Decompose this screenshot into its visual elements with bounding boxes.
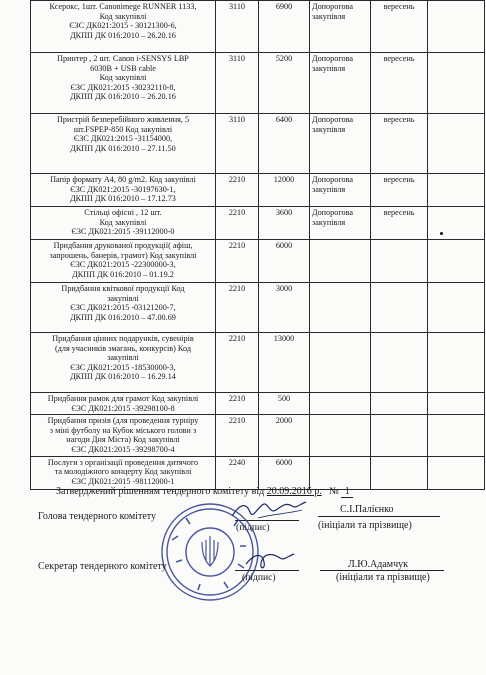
table-row [31,333,485,393]
item-name-line: ДКПП ДК 016:2010 – 17.12.73 [70,194,176,204]
procedure-cell [310,393,371,415]
notes-cell [428,207,485,240]
item-name-line: ЄЗС ДК021:2015 -22300000-3, [70,260,176,270]
item-name-line: 6030B + USB cable [90,63,156,73]
secretary-name: Л.Ю.Адамчук [348,559,409,570]
notes-cell [428,333,485,393]
approval-date: 20.09.2016 р. [266,486,322,497]
item-name-line: закупівлі [107,353,139,363]
notes-cell [428,1,485,53]
item-name-line: ДКПП ДК 016:2010 – 26.20.16 [70,30,176,40]
item-name-line: ЄЗС ДК021:2015 -39298100-8 [71,403,175,413]
notes-cell [428,114,485,174]
table-row [31,174,485,207]
procedure-cell: Допорогова закупівля [310,174,371,207]
approval-number-prefix: № [329,486,339,497]
procurement-table [30,0,485,490]
item-name-line: ЄЗС ДК021:2015 -39112000-0 [71,227,175,237]
table-row [31,1,485,53]
item-name-cell [31,333,216,393]
procedure-cell: Допорогова закупівля [310,207,371,240]
sum-cell: 3600 [259,207,310,240]
item-name-cell [31,1,216,53]
kekv-cell: 2210 [216,393,259,415]
kekv-cell: 3110 [216,53,259,114]
notes-cell [428,456,485,489]
procedure-cell: Допорогова закупівля [310,1,371,53]
date-cell: вересень [371,1,428,53]
item-name-line: закупівлі [107,293,139,303]
item-name-cell [31,393,216,415]
approval-line [56,486,353,498]
kekv-cell: 2210 [216,333,259,393]
date-cell [371,415,428,456]
item-name-line: шт.FSPEP-850 Код закупівлі [73,124,173,134]
item-name-line: Придбання рамок для грамот Код закупівлі [47,394,199,403]
kekv-cell: 2210 [216,415,259,456]
item-name-line: Принтер , 2 шт. Canon i-SENSYS LBP [57,54,189,63]
sum-cell: 13000 [259,333,310,393]
item-name-line: Придбання квіткової продукції Код [61,284,185,293]
procurement-table-body [31,1,485,490]
item-name-line: ДКПП ДК 016:2010 – 27.11.50 [70,143,176,153]
kekv-cell: 2210 [216,207,259,240]
date-cell [371,283,428,333]
scan-speck [440,232,443,235]
sum-cell: 12000 [259,174,310,207]
chairman-name-line [318,516,440,517]
sum-cell: 5200 [259,53,310,114]
item-name-line: ЄЗС ДК021:2015 - 30121300-6, [69,21,177,31]
sum-cell: 6900 [259,1,310,53]
item-name-line: ДКПП ДК 016:2010 – 01.19.2 [72,269,174,279]
table-row [31,207,485,240]
kekv-cell: 2240 [216,456,259,489]
procedure-cell [310,456,371,489]
procedure-cell [310,240,371,283]
kekv-cell: 2210 [216,240,259,283]
item-name-line: ЄЗС ДК021:2015 -03121200-7, [70,303,176,313]
kekv-cell: 3110 [216,114,259,174]
item-name-line: Придбання призів (для проведення турніру [47,416,199,426]
procedure-cell: Допорогова закупівля [310,114,371,174]
table-row [31,53,485,114]
item-name-cell [31,456,216,489]
procedure-cell [310,333,371,393]
notes-cell [428,174,485,207]
item-name-line: Папір формату А4, 80 g/m2. Код закупівлі [50,175,196,184]
date-cell: вересень [371,114,428,174]
approval-number: 1 [341,486,353,498]
date-cell: вересень [371,174,428,207]
date-cell: вересень [371,207,428,240]
notes-cell [428,283,485,333]
date-cell [371,393,428,415]
item-name-cell [31,283,216,333]
item-name-line: Ксерокс, 1шт. Canonimege RUNNER 1133, [49,2,197,11]
item-name-line: (для учасників змагань, конкурсів) Код [55,343,191,353]
item-name-line: ЄЗС ДК021:2015 -30197630-1, [70,184,176,194]
notes-cell [428,240,485,283]
notes-cell [428,415,485,456]
item-name-line: ЄЗС ДК021:2015 -39298700-4 [71,444,175,454]
table-row [31,283,485,333]
secretary-role: Секретар тендерного комітету [38,561,167,572]
kekv-cell: 2210 [216,283,259,333]
item-name-cell [31,114,216,174]
item-name-line: ЄЗС ДК021:2015 -98112000-1 [71,476,175,486]
sum-cell: 6400 [259,114,310,174]
sum-cell: 3000 [259,283,310,333]
item-name-line: нагоди Дня Міста) Код закупівлі [66,435,180,445]
procedure-cell [310,415,371,456]
sum-cell: 500 [259,393,310,415]
date-cell [371,333,428,393]
date-cell [371,456,428,489]
item-name-line: та молодіжного концерту Код закупівлі [54,467,192,477]
date-cell [371,240,428,283]
chairman-signature-caption: (підпис) [236,522,270,533]
item-name-cell [31,53,216,114]
item-name-line: Код закупівлі [99,11,147,21]
procedure-cell [310,283,371,333]
item-name-cell [31,240,216,283]
secretary-name-line [320,570,444,571]
table-row [31,393,485,415]
notes-cell [428,53,485,114]
item-name-line: Код закупівлі [99,217,147,227]
item-name-line: Придбання цінних подарунків, сувенірів [52,334,194,343]
item-name-line: Послуги з організації проведення дитячого [47,457,199,467]
secretary-name-caption: (ініціали та прізвище) [336,572,430,583]
item-name-line: Придбання друкованої продукції( афіш, [53,241,193,250]
approval-text: Затверджений рішенням тендерного комітету від [56,486,265,497]
procedure-cell: Допорогова закупівля [310,53,371,114]
table-row [31,114,485,174]
table-row [31,240,485,283]
item-name-cell [31,415,216,456]
chairman-name-caption: (ініціали та прізвище) [318,520,412,531]
sum-cell: 6000 [259,456,310,489]
item-name-line: ЄЗС ДК021:2015 -31154000, [73,134,173,144]
secretary-signature-caption: (підпис) [242,572,276,583]
kekv-cell: 2210 [216,174,259,207]
secretary-signature [240,548,300,574]
item-name-line: Стільці офісні , 12 шт. [84,208,162,217]
item-name-cell [31,207,216,240]
sum-cell: 6000 [259,240,310,283]
item-name-line: Пристрій безперебійного живлення, 5 [56,115,190,124]
table-row [31,456,485,489]
table-row [31,415,485,456]
chairman-role: Голова тендерного комітету [38,511,156,522]
item-name-line: Код закупівлі [99,73,147,83]
item-name-cell [31,174,216,207]
item-name-line: ЄЗС ДК021:2015 -30232110-8, [70,82,176,92]
item-name-line: ДКПП ДК 016:2010 – 26.20.16 [70,92,176,102]
sum-cell: 2000 [259,415,310,456]
kekv-cell: 3110 [216,1,259,53]
item-name-line: з міні футболу на Кубок міського голови з [49,425,197,435]
chairman-name: С.І.Палієнко [340,504,394,515]
item-name-line: ДКПП ДК 016:2010 – 47.00.69 [70,312,176,322]
item-name-line: ДКПП ДК 016:2010 – 16.29.14 [70,372,176,382]
date-cell: вересень [371,53,428,114]
item-name-line: запрошень, банерів, грамот) Код закупівлі [49,250,197,260]
item-name-line: ЄЗС ДК021:2015 -18530000-3, [70,362,176,372]
notes-cell [428,393,485,415]
